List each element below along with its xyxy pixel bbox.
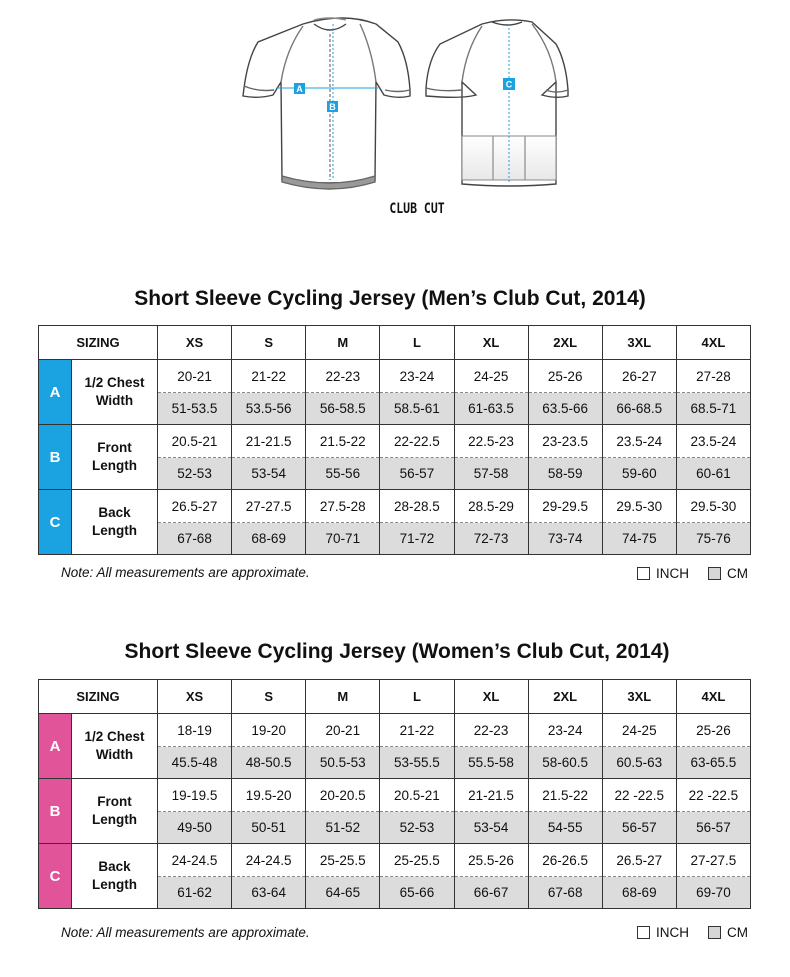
cm-value-cell: 63.5-66 [528,393,602,425]
measure-label [72,714,158,779]
legend-cm-label: CM [727,925,748,940]
measure-label-line: Front [97,440,132,455]
cm-value-cell: 65-66 [380,877,454,909]
women-legend-cm [708,925,748,940]
inch-value-cell: 29.5-30 [676,490,750,523]
inch-value-cell: 20-20.5 [306,779,380,812]
measure-label-line: Length [92,812,137,827]
measure-label-line: Width [95,393,134,408]
cm-value-cell: 60.5-63 [602,747,676,779]
table-row [39,490,751,523]
measure-letter-badge: C [39,490,72,555]
measure-letter-badge: C [39,844,72,909]
marker-a-label: A [296,84,303,94]
inch-value-cell: 23.5-24 [602,425,676,458]
measure-letter-badge: B [39,779,72,844]
size-header: L [380,326,454,360]
inch-value-cell: 27.5-28 [306,490,380,523]
women-table-body [39,714,751,909]
inch-value-cell: 24-24.5 [232,844,306,877]
size-header: L [380,680,454,714]
inch-value-cell: 25-26 [676,714,750,747]
inch-value-cell: 19-20 [232,714,306,747]
size-header: 2XL [528,680,602,714]
size-header: XL [454,326,528,360]
inch-value-cell: 27-27.5 [676,844,750,877]
inch-value-cell: 23-24 [380,360,454,393]
size-header: XL [454,680,528,714]
inch-value-cell: 26-27 [602,360,676,393]
cm-value-cell: 49-50 [158,812,232,844]
legend-inch-label: INCH [656,925,689,940]
marker-b-label: B [329,102,336,112]
inch-value-cell: 22-22.5 [380,425,454,458]
cm-value-cell: 67-68 [158,523,232,555]
inch-value-cell: 26.5-27 [158,490,232,523]
cm-value-cell: 68-69 [602,877,676,909]
measure-label-line: Front [97,794,132,809]
measure-label-line: Back [98,505,131,520]
cm-value-cell: 58-60.5 [528,747,602,779]
marker-c-label: C [505,79,513,90]
women-table-title: Short Sleeve Cycling Jersey (Women’s Club Cut, 2014) [124,640,670,663]
measure-label-line: Length [92,523,137,538]
inch-value-cell: 25-25.5 [306,844,380,877]
cm-value-cell: 51-53.5 [158,393,232,425]
measure-label [72,844,158,909]
cm-value-cell: 63-65.5 [676,747,750,779]
men-size-table [38,325,751,555]
measure-label-line: Length [92,877,137,892]
women-legend-inch [637,925,689,940]
cm-value-cell: 74-75 [602,523,676,555]
cm-value-cell: 52-53 [158,458,232,490]
legend-inch-label: INCH [656,566,689,581]
jersey-illustration [0,0,790,230]
header-row [39,326,751,360]
inch-swatch-icon [637,567,650,580]
inch-value-cell: 19-19.5 [158,779,232,812]
cm-value-cell: 71-72 [380,523,454,555]
inch-value-cell: 29.5-30 [602,490,676,523]
inch-value-cell: 27-27.5 [232,490,306,523]
inch-value-cell: 22-23 [454,714,528,747]
legend-cm-label: CM [727,566,748,581]
size-header: 4XL [676,680,750,714]
inch-value-cell: 24-24.5 [158,844,232,877]
cm-value-cell: 55-56 [306,458,380,490]
cm-value-cell: 66-67 [454,877,528,909]
inch-value-cell: 23-24 [528,714,602,747]
table-row [39,714,751,747]
inch-value-cell: 25-26 [528,360,602,393]
cm-value-cell: 64-65 [306,877,380,909]
inch-value-cell: 20.5-21 [158,425,232,458]
measure-letter-badge: A [39,714,72,779]
measure-label [72,779,158,844]
inch-value-cell: 21.5-22 [528,779,602,812]
women-note: Note: All measurements are approximate. [61,925,310,940]
inch-value-cell: 22.5-23 [454,425,528,458]
inch-value-cell: 23.5-24 [676,425,750,458]
cm-value-cell: 72-73 [454,523,528,555]
inch-value-cell: 26-26.5 [528,844,602,877]
jersey-diagrams [0,0,790,230]
men-table-body [39,360,751,555]
inch-value-cell: 24-25 [454,360,528,393]
table-row [39,779,751,812]
inch-value-cell: 27-28 [676,360,750,393]
cm-value-cell: 51-52 [306,812,380,844]
cm-value-cell: 58-59 [528,458,602,490]
size-header: XS [158,680,232,714]
cm-value-cell: 53-54 [454,812,528,844]
cm-value-cell: 60-61 [676,458,750,490]
front-jersey [243,18,410,189]
size-header: M [306,326,380,360]
cm-value-cell: 61-62 [158,877,232,909]
cm-value-cell: 56-57 [676,812,750,844]
cm-value-cell: 61-63.5 [454,393,528,425]
cm-value-cell: 56-57 [380,458,454,490]
cm-value-cell: 56-58.5 [306,393,380,425]
measure-label-line: Back [98,859,131,874]
inch-value-cell: 21-21.5 [454,779,528,812]
cm-swatch-icon [708,926,721,939]
inch-value-cell: 20-21 [158,360,232,393]
inch-value-cell: 19.5-20 [232,779,306,812]
inch-value-cell: 28-28.5 [380,490,454,523]
inch-value-cell: 29-29.5 [528,490,602,523]
size-header: 4XL [676,326,750,360]
inch-value-cell: 18-19 [158,714,232,747]
size-header: S [232,680,306,714]
header-row [39,680,751,714]
size-header: XS [158,326,232,360]
table-row [39,844,751,877]
inch-value-cell: 25.5-26 [454,844,528,877]
measure-label [72,425,158,490]
back-jersey [426,20,568,186]
cm-value-cell: 53-55.5 [380,747,454,779]
inch-value-cell: 22 -22.5 [676,779,750,812]
table-row [39,360,751,393]
measure-label [72,360,158,425]
inch-value-cell: 22-23 [306,360,380,393]
cm-value-cell: 50.5-53 [306,747,380,779]
measure-letter-badge: B [39,425,72,490]
measure-label-line: 1/2 Chest [84,375,145,390]
inch-value-cell: 28.5-29 [454,490,528,523]
inch-value-cell: 20-21 [306,714,380,747]
cm-value-cell: 63-64 [232,877,306,909]
men-legend-inch [637,566,689,581]
cm-value-cell: 55.5-58 [454,747,528,779]
measure-label [72,490,158,555]
inch-value-cell: 23-23.5 [528,425,602,458]
inch-swatch-icon [637,926,650,939]
size-header: M [306,680,380,714]
size-header: S [232,326,306,360]
cm-value-cell: 69-70 [676,877,750,909]
cm-value-cell: 48-50.5 [232,747,306,779]
cm-value-cell: 56-57 [602,812,676,844]
cut-label: CLUB CUT [389,201,445,217]
women-size-table [38,679,751,909]
cm-value-cell: 70-71 [306,523,380,555]
inch-value-cell: 21-21.5 [232,425,306,458]
measure-label-line: Length [92,458,137,473]
inch-value-cell: 21.5-22 [306,425,380,458]
size-header: 3XL [602,680,676,714]
sizing-header: SIZING [39,680,158,714]
sizing-header: SIZING [39,326,158,360]
cm-swatch-icon [708,567,721,580]
men-note: Note: All measurements are approximate. [61,565,310,580]
table-row [39,425,751,458]
cm-value-cell: 57-58 [454,458,528,490]
cm-value-cell: 45.5-48 [158,747,232,779]
men-legend-cm [708,566,748,581]
cm-value-cell: 75-76 [676,523,750,555]
cm-value-cell: 52-53 [380,812,454,844]
cm-value-cell: 50-51 [232,812,306,844]
inch-value-cell: 20.5-21 [380,779,454,812]
cm-value-cell: 58.5-61 [380,393,454,425]
cm-value-cell: 66-68.5 [602,393,676,425]
cm-value-cell: 73-74 [528,523,602,555]
cm-value-cell: 54-55 [528,812,602,844]
inch-value-cell: 22 -22.5 [602,779,676,812]
cm-value-cell: 68.5-71 [676,393,750,425]
cm-value-cell: 59-60 [602,458,676,490]
inch-value-cell: 21-22 [380,714,454,747]
cm-value-cell: 53-54 [232,458,306,490]
measure-letter-badge: A [39,360,72,425]
inch-value-cell: 25-25.5 [380,844,454,877]
men-table-title: Short Sleeve Cycling Jersey (Men’s Club Cut, 2014) [134,287,646,310]
measure-label-line: Width [95,747,134,762]
measure-label-line: 1/2 Chest [84,729,145,744]
inch-value-cell: 21-22 [232,360,306,393]
size-header: 2XL [528,326,602,360]
cm-value-cell: 53.5-56 [232,393,306,425]
cm-value-cell: 67-68 [528,877,602,909]
inch-value-cell: 24-25 [602,714,676,747]
inch-value-cell: 26.5-27 [602,844,676,877]
cm-value-cell: 68-69 [232,523,306,555]
size-header: 3XL [602,326,676,360]
